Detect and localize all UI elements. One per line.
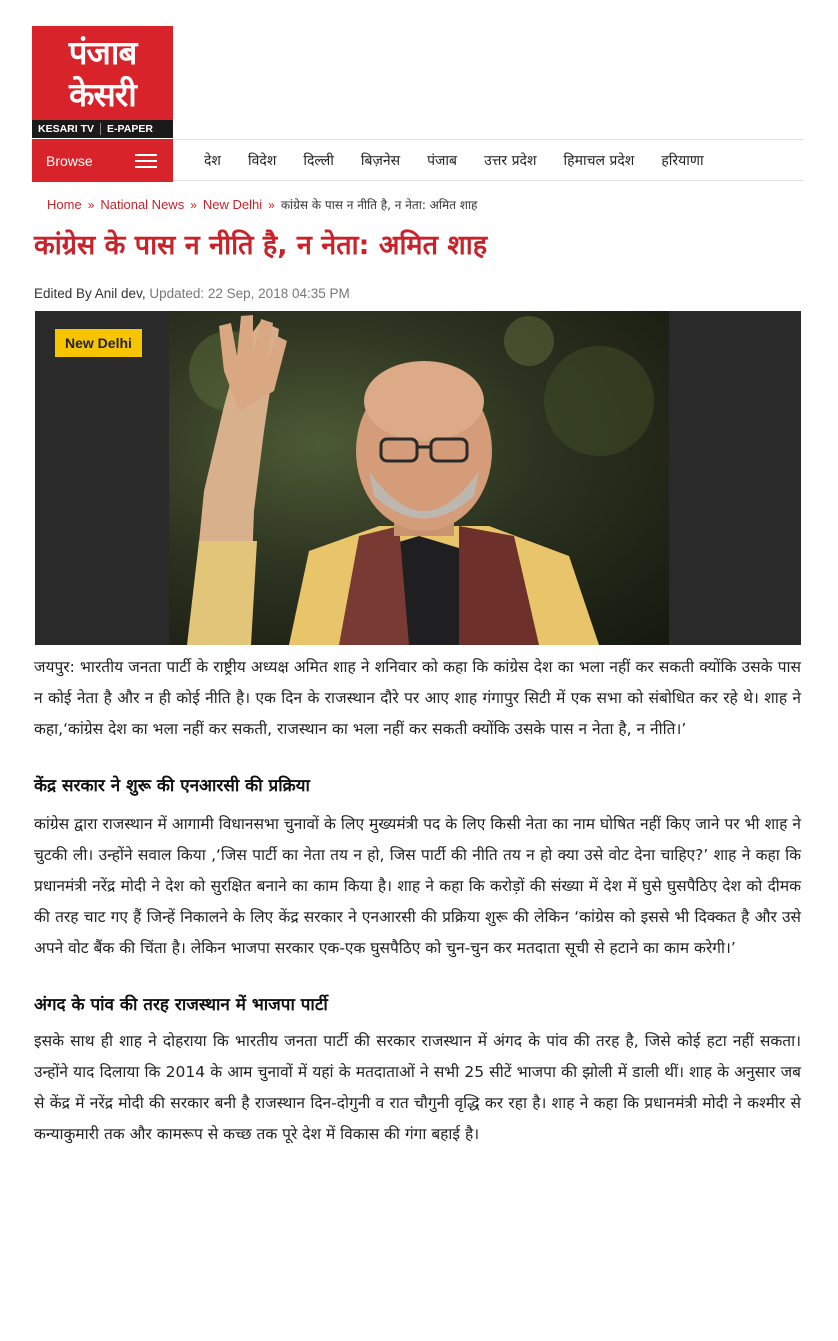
article-subheading-2: अंगद के पांव की तरह राजस्थान में भाजपा पार्टी [34,995,328,1015]
byline-updated: Updated: 22 Sep, 2018 04:35 PM [149,286,350,301]
double-chevron-icon: » [87,197,95,212]
breadcrumb-national-news[interactable]: National News [100,197,185,212]
kesari-tv-link[interactable]: KESARI TV [38,123,95,135]
double-chevron-icon: » [190,197,197,212]
article-subheading-1: केंद्र सरकार ने शुरू की एनआरसी की प्रक्रिया [34,776,310,796]
nav-item-himachal-pradesh[interactable]: हिमाचल प्रदेश [563,152,635,169]
logo-links-strip [32,120,173,138]
hamburger-icon [135,154,157,168]
logo-line-2: केसरी [69,75,136,114]
nav-items [204,140,731,180]
breadcrumb-new-delhi[interactable]: New Delhi [202,197,263,212]
breadcrumb-home[interactable]: Home [47,197,82,212]
nav-item-business[interactable]: बिज़नेस [360,152,401,169]
nav-item-videsh[interactable]: विदेश [247,152,277,169]
nav-item-desh[interactable]: देश [204,152,221,169]
e-paper-link[interactable]: E-PAPER [107,123,153,135]
nav-item-haryana[interactable]: हरियाणा [661,152,704,169]
person-illustration [169,311,669,645]
article-headline: कांग्रेस के पास न नीति है, न नेता: अमित शाह [34,230,488,261]
article-body [34,652,801,1150]
breadcrumb-current: कांग्रेस के पास न नीति है, न नेता: अमित शाह [280,198,478,212]
article-byline [34,286,350,301]
browse-label: Browse [46,152,93,169]
nav-item-punjab[interactable]: पंजाब [427,152,458,169]
article-paragraph-3: इसके साथ ही शाह ने दोहराया कि भारतीय जनता पार्टी की सरकार राजस्थान में अंगद के पांव की तरह है, जिसे कोई हटा नहीं सकता। उन्होंने याद दिलाया कि 2014 के आम चुनावों में यहां के मतदाताओं ने सभी 25 सीटें भाजपा की झोली में डाली थीं। शाह के अनुसार जब से केंद्र में नरेंद्र मोदी की सरकार बनी है राजस्थान दिन-दोगुनी व रात चौगुनी वृद्धि कर रहा है। शाह ने कहा कि प्रधानमंत्री मोदी ने कश्मीर से कन्याकुमारी तक और कामरूप से कच्छ तक पूरे देश में विकास की गंगा बहाई है। [34,1032,801,1143]
category-tag[interactable]: New Delhi [55,329,142,357]
nav-item-delhi[interactable]: दिल्ली [303,152,334,169]
logo-wordmark [32,32,173,116]
breadcrumb [47,196,477,213]
article-paragraph-1: जयपुर: भारतीय जनता पार्टी के राष्ट्रीय अध्यक्ष अमित शाह ने शनिवार को कहा कि कांग्रेस देश का भला नहीं कर सकती क्योंकि उसके पास न कोई नेता है और न ही कोई नीति है। एक दिन के राजस्थान दौरे पर आए शाह गंगापुर सिटी में एक सभा को संबोधित कर रहे थे। शाह ने कहा,‘कांग्रेस देश का भला नहीं कर सकती, राजस्थान का भला नहीं कर सकती क्योंकि उसके पास न नेता है, न नीति।’ [34,658,801,738]
double-chevron-icon: » [268,197,275,212]
byline-editor: Edited By Anil dev, [34,286,146,301]
article-hero-image [35,311,801,645]
browse-menu-button[interactable] [32,139,173,182]
hero-photo [169,311,669,645]
article-paragraph-2: कांग्रेस द्वारा राजस्थान में आगामी विधानसभा चुनावों के लिए मुख्यमंत्री पद के लिए किसी नेता का नाम घोषित नहीं किए जाने पर भी शाह ने चुटकी ली। उन्होंने सवाल किया ,‘जिस पार्टी का नेता तय न हो, जिस पार्टी की नीति तय न हो क्या उसे वोट देना चाहिए?’ शाह ने कहा कि प्रधानमंत्री नरेंद्र मोदी ने देश को सुरक्षित बनाने का काम किया है। शाह ने कहा कि करोड़ों की संख्या में देश में घुसे घुसपैठिए देश को दीमक की तरह चाट गए हैं जिन्हें निकालने के लिए केंद्र सरकार ने एनआरसी की प्रक्रिया शुरू की लेकिन ‘कांग्रेस को इससे भी दिक्कत है और उसे अपने वोट बैंक की चिंता है। लेकिन भाजपा सरकार एक-एक घुसपैठिए को चुन-चुन कर मतदाता सूची से हटाने का काम करेगी।’ [34,815,801,957]
main-navbar [32,139,804,181]
nav-item-uttar-pradesh[interactable]: उत्तर प्रदेश [484,152,537,169]
logo-line-1: पंजाब [68,33,137,72]
